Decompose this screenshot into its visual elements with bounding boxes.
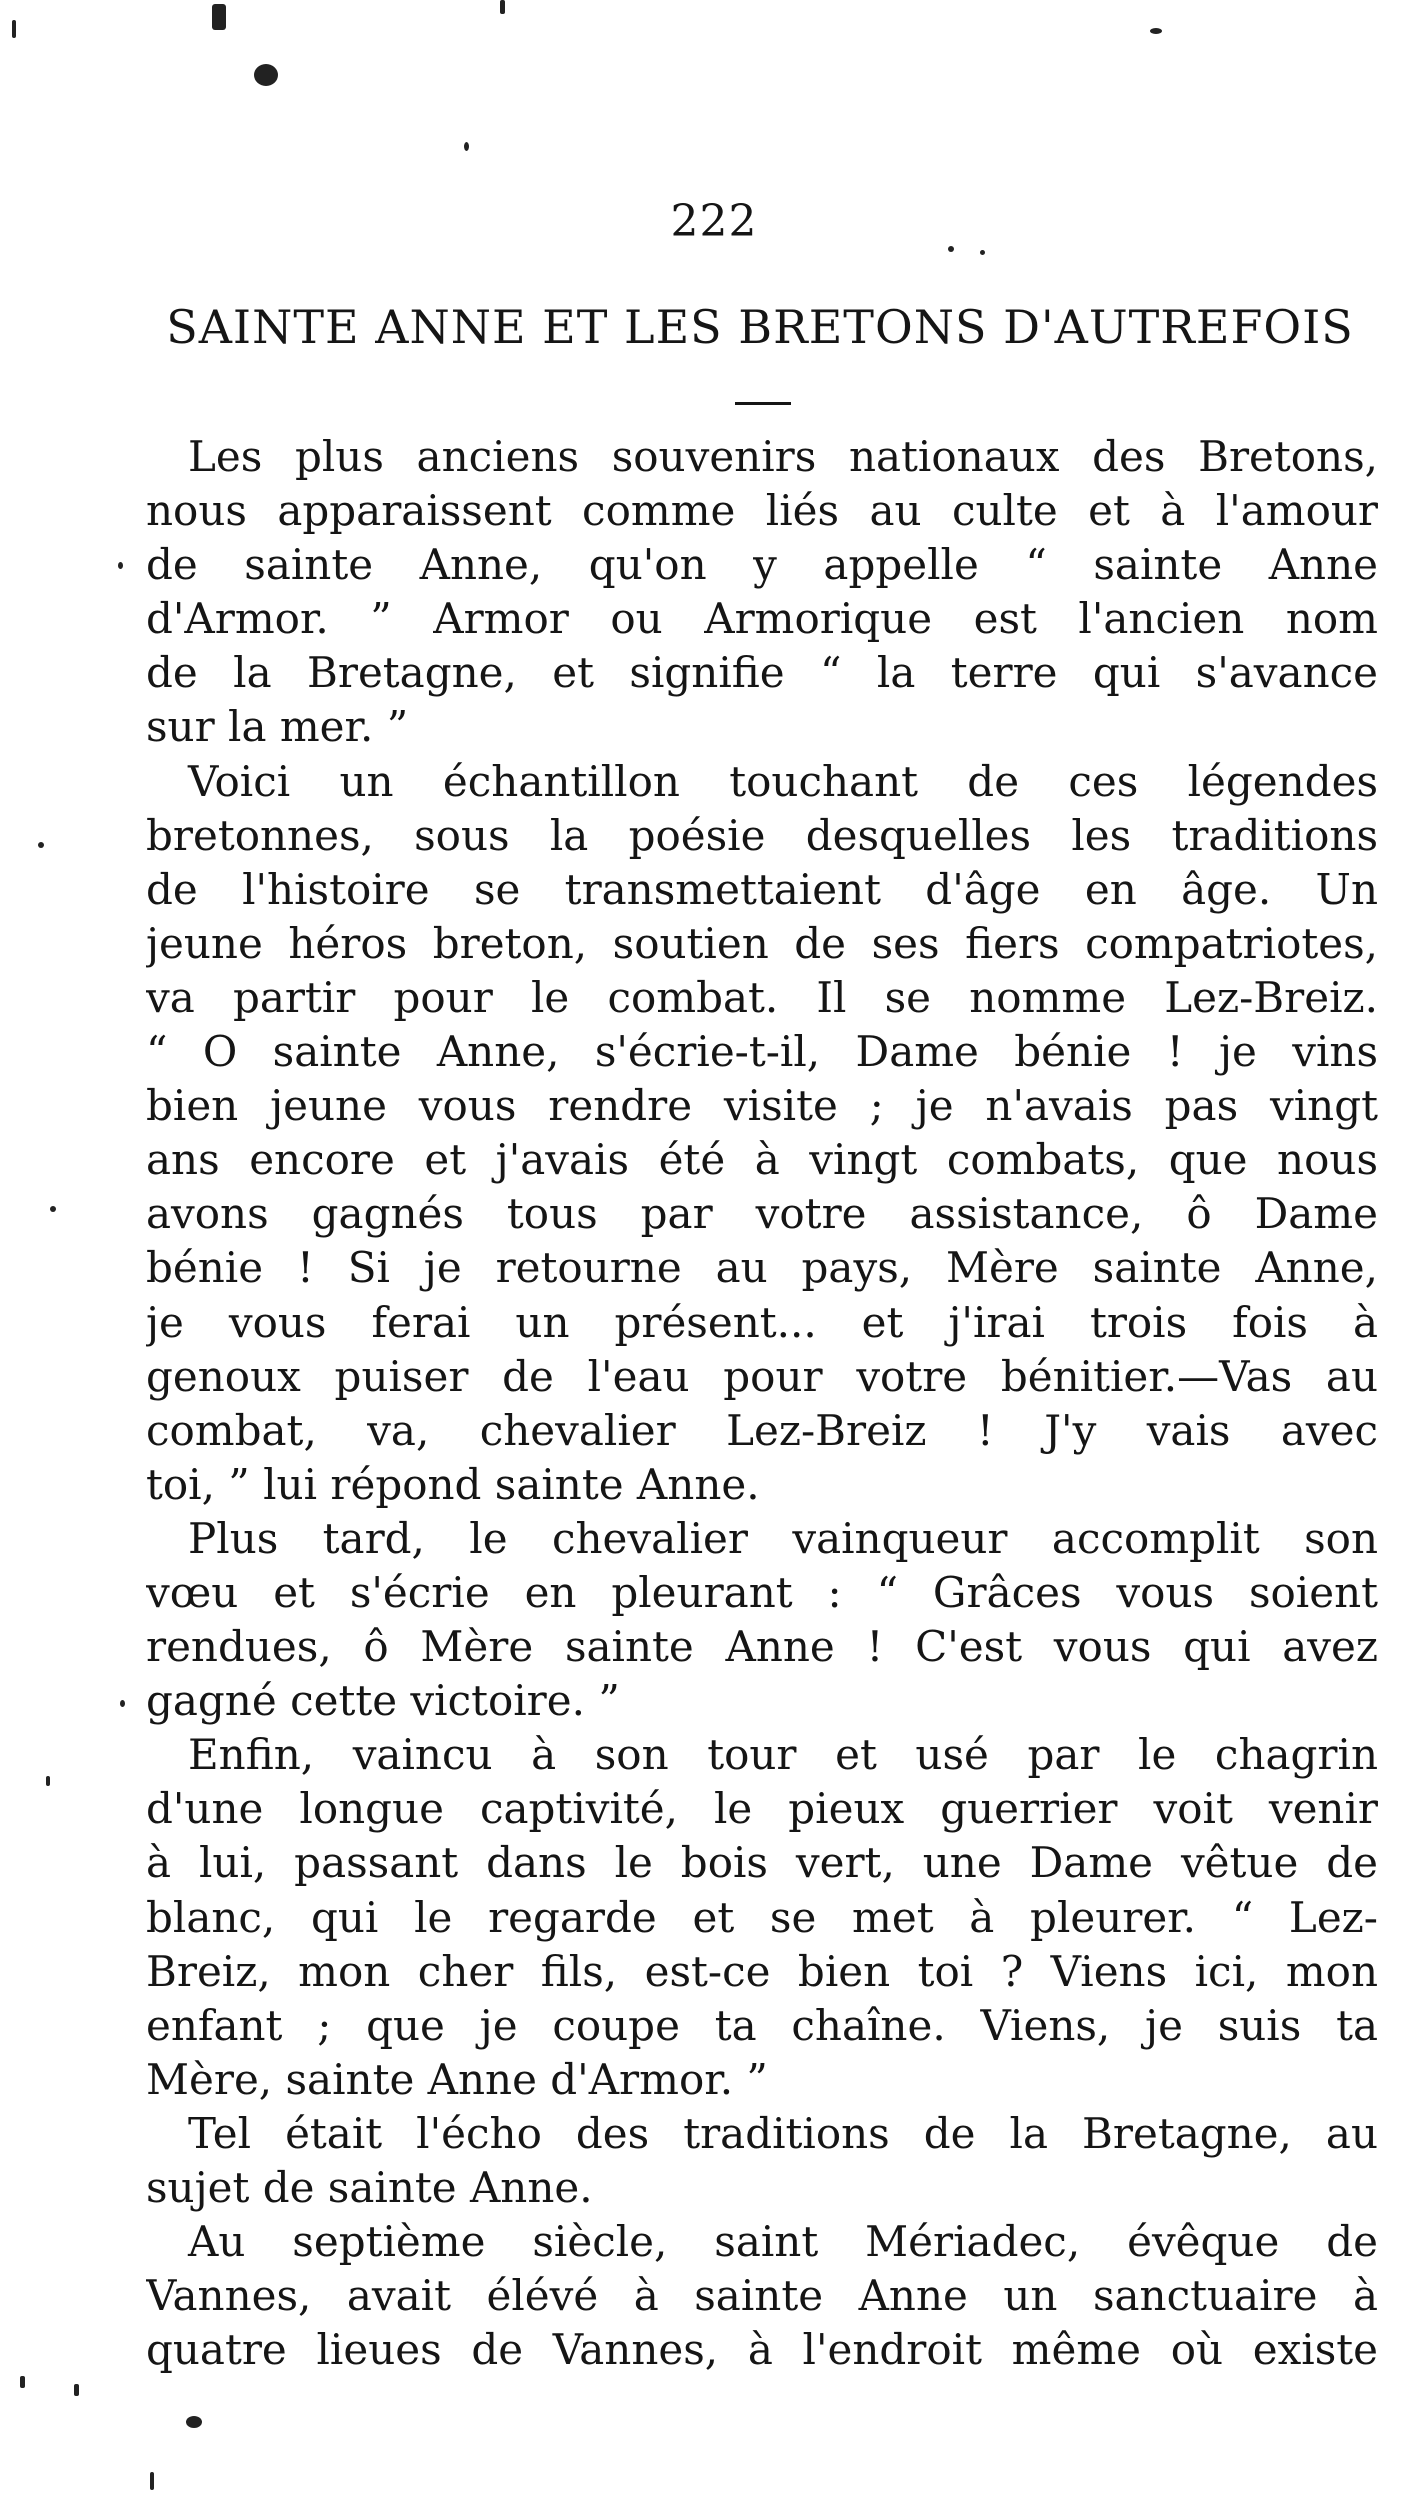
body-text [146,430,1378,2377]
text-line: bien jeune vous rendre visite ; je n'avais pas vingt [146,1081,1378,1131]
scan-speck [120,1700,125,1707]
text-line: de la Bretagne, et signifie “ la terre qui s'avance [146,648,1378,698]
text-line: Tel était l'écho des traditions de la Bretagne, au [188,2108,1378,2158]
text-line: ans encore et j'avais été à vingt combats, que nous [146,1135,1378,1185]
scan-speck [212,4,226,30]
text-line: combat, va, chevalier Lez-Breiz ! J'y vais avec [146,1405,1378,1455]
text-line: blanc, qui le regarde et se met à pleurer. “ Lez- [146,1892,1378,1942]
text-line: jeune héros breton, soutien de ses fiers compatriotes, [146,918,1378,968]
text-line: quatre lieues de Vannes, à l'endroit même où existe [146,2325,1378,2375]
text-line: va partir pour le combat. Il se nomme Lez-Breiz. [146,972,1378,1022]
text-line: Enfin, vaincu à son tour et usé par le chagrin [188,1730,1378,1780]
scan-speck [74,2384,79,2396]
text-line: Plus tard, le chevalier vainqueur accomplit son [188,1513,1378,1563]
text-line: nous apparaissent comme liés au culte et à l'amour [146,486,1378,536]
text-line: de l'histoire se transmettaient d'âge en âge. Un [146,864,1378,914]
text-line: rendues, ô Mère sainte Anne ! C'est vous qui avez [146,1622,1378,1672]
scan-speck [464,142,469,151]
scan-speck [12,20,16,38]
text-line: gagné cette victoire. ” [146,1676,620,1726]
text-line: Breiz, mon cher fils, est-ce bien toi ? Viens ici, mon [146,1946,1378,1996]
text-line: enfant ; que je coupe ta chaîne. Viens, je suis ta [146,2000,1378,2050]
scan-speck [150,2472,154,2490]
scan-speck [186,2416,202,2428]
text-line: de sainte Anne, qu'on y appelle “ sainte Anne [146,540,1378,590]
text-line: avons gagnés tous par votre assistance, ô Dame [146,1189,1378,1239]
text-line: à lui, passant dans le bois vert, une Dame vêtue de [146,1838,1378,1888]
scan-speck [1150,28,1162,34]
page-number: 222 [670,196,758,247]
text-line: Les plus anciens souvenirs nationaux des Bretons, [188,432,1378,481]
text-line: Voici un échantillon touchant de ces légendes [188,756,1378,806]
text-line: sur la mer. ” [146,702,409,752]
text-line: bénie ! Si je retourne au pays, Mère sainte Anne, [146,1243,1378,1293]
text-line: je vous ferai un présent... et j'irai trois fois à [146,1297,1378,1347]
text-line: Au septième siècle, saint Mériadec, évêque de [188,2217,1378,2267]
scan-speck [118,562,123,569]
text-line: toi, ” lui répond sainte Anne. [146,1459,760,1509]
chapter-title: SAINTE ANNE ET LES BRETONS D'AUTREFOIS [166,300,1354,354]
text-line: d'une longue captivité, le pieux guerrier voit venir [146,1784,1378,1834]
text-line: bretonnes, sous la poésie desquelles les traditions [146,810,1378,860]
text-line: Mère, sainte Anne d'Armor. ” [146,2054,768,2104]
text-line: sujet de sainte Anne. [146,2163,593,2212]
scan-speck [980,250,985,255]
scan-speck [50,1206,56,1212]
text-line: Vannes, avait élévé à sainte Anne un sanctuaire à [146,2271,1378,2321]
scan-speck [254,64,278,86]
text-line: “ O sainte Anne, s'écrie-t-il, Dame bénie ! je vins [146,1027,1378,1077]
title-divider [735,402,791,405]
scan-speck [500,0,505,14]
scan-speck [20,2376,25,2388]
text-line: vœu et s'écrie en pleurant : “ Grâces vous soient [146,1567,1378,1617]
scan-speck [38,842,44,848]
scan-speck [46,1776,50,1786]
text-line: genoux puiser de l'eau pour votre bénitier.—Vas au [146,1351,1378,1401]
text-line: d'Armor. ” Armor ou Armorique est l'ancien nom [146,594,1378,644]
